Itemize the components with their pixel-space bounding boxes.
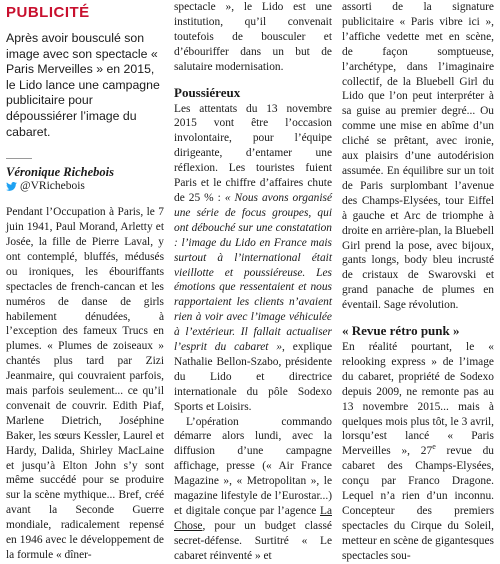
paragraph: Pendant l’Occupation à Paris, le 7 juin 1941, Paul Morand, Arletty et Josée, la fille de Pierre Laval, y ont contemplé, bluffés, médusés ou ironiques, les ébouriffants spectacles de french-cancan et les numéros de danse de girls habilement dénudées, à l’exception des fameux Trucs en plumes. « Plumes de zoiseaux » chantés plus tard par Zizi Jeanmaire, qui couvraient parfois, mais parfois seulement... ce qu’il convenait de couvrir. Edith Piaf, Marlene Dietrich, Joséphine Baker, les sœurs Kessler, Laurel et Hardy, Dalida, Shirley MacLaine et jusqu’à Elton John s’y sont même succédé pour se produire sur la scène mythique... Bref, créé avant la Seconde Guerre mondiale, radicalement repensé en 1946 avec le développement de la formule « dîner-	[6, 206, 164, 561]
article-lead: Après avoir bousculé son image avec son spectacle « Paris Merveilles » en 2015, le Lido lance une campagne publicitaire pour dépoussiérer l’image du cabaret.	[6, 31, 160, 139]
section-rubric: PUBLICITÉ	[6, 4, 90, 21]
paragraph	[342, 340, 494, 564]
agency-link[interactable]: La Chose	[174, 505, 332, 532]
paragraph: assorti de la signature publicitaire « Paris vibre ici », l’affiche vedette met en scène, de façon somptueuse, l’archétype, dans l’imaginaire collectif, de la Bluebell Girl du Lido que l’on peut interpréter à sa guise au premier degré... Ou comme une mise en abîme d’un cliché se prêtant, avec ironie, aux plaisirs d’une autodérision assumée. En équilibre sur un toit de Paris surplombant l’avenue des Champs-Elysées, tour Eiffel à gauche et Arc de triomphe à droite en arrière-plan, la Bluebell Girl prend la pose, avec bijoux, gants longs, body bleu incrusté de cristaux de Swarovski et grand panache de plumes en éventail. Sage révolution.	[342, 1, 494, 312]
paragraph: spectacle », le Lido est une institution, qu’il convenait toutefois de bousculer et d’ébouriffer dans un but de salutaire modernisation.	[174, 1, 332, 73]
author-name: Véronique Richebois	[6, 165, 114, 180]
column-3-text	[342, 0, 494, 564]
paragraph-text: , pour un budget classé secret-défense. Surtitré « Le cabaret réinventé » et	[174, 519, 332, 562]
subheading-revue-retro-punk: « Revue rétro punk »	[342, 323, 460, 339]
paragraph-text: En réalité pourtant, le « relooking express » de l’image du cabaret, propriété de Sodexo depuis 2009, ne remonte pas au 13 novembre 2015... mais à quelques mois plus tôt, le 3 avril, lorsqu’est lancé « Paris Merveilles », 27	[342, 341, 494, 458]
column-2-text	[174, 0, 332, 564]
paragraph-text: revue du cabaret des Champs-Elysées, conçu par Franco Dragone. Lequel n’a rien d’un inconnu. Concepteur des premiers spectacles du Cirque du Soleil, metteur en scène de gigantesques spectacles sou-	[342, 445, 494, 562]
twitter-handle: @VRichebois	[20, 180, 85, 193]
paragraph	[174, 102, 332, 415]
subheading-poussiereux: Poussiéreux	[174, 84, 241, 100]
column-3	[342, 0, 494, 564]
author-divider	[6, 158, 32, 159]
twitter-icon	[6, 182, 17, 191]
quote-text: « Nous avons organisé une série de focus groupes, qui ont débouché sur une constatation : l’image du Lido en France mais surtout à l’international était vieillotte et poussiéreuse. Les émotions que ressentaient et nous rapportaient les clients n’avaient rien à voir avec l’image véhiculée à l’extérieur. Il fallait actualiser l’esprit du cabaret »	[174, 191, 333, 354]
column-1-text	[6, 205, 164, 563]
column-2	[174, 0, 332, 564]
paragraph-text: Les attentats du 13 novembre 2015 vont être l’occasion involontaire, pour l’équipe dirigeante, d’entamer une réflexion. Les touristes fuient Paris et le chiffre d’affaires chute de 25 % :	[174, 102, 332, 204]
author-twitter[interactable]	[6, 179, 164, 193]
ordinal-suffix: e	[432, 442, 436, 452]
paragraph-text: , explique Nathalie Bellon-Szabo, présidente du Lido et directrice internationale du pôle Sodexo Sports et Loisirs.	[174, 341, 333, 413]
paragraph	[174, 415, 332, 564]
column-1	[6, 0, 164, 563]
paragraph-text: L’opération commando démarre alors lundi, avec la diffusion d’une campagne affichage, presse (« Air France Magazine », « Metropolitan », le magazine lifestyle de l’Eurostar...) et digitale conçue par l’agence	[174, 415, 332, 517]
